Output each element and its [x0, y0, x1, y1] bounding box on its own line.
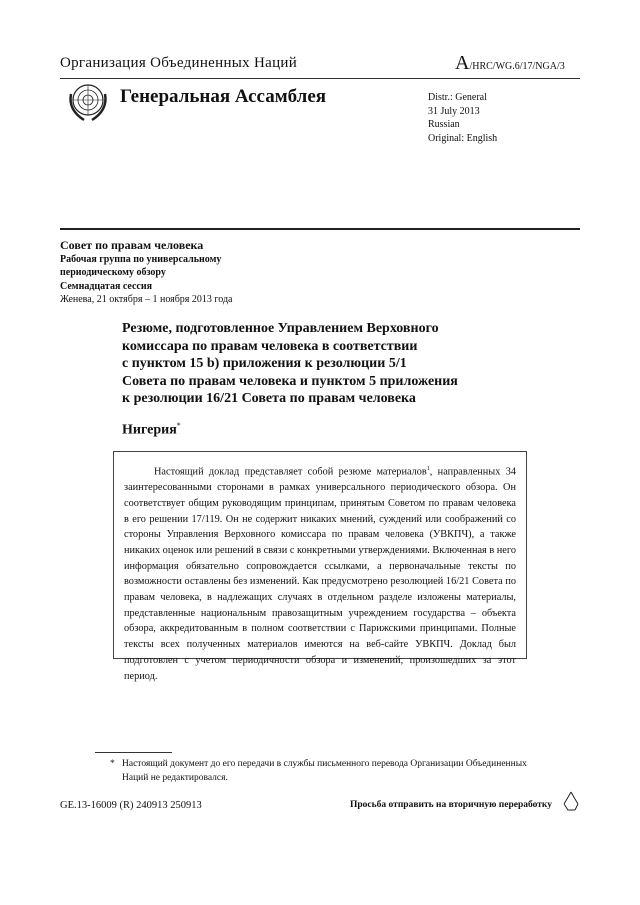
- title-line: комиссара по правам человека в соответствии: [122, 338, 418, 354]
- country-name: Нигерия: [122, 422, 177, 438]
- distribution-block: [428, 91, 497, 145]
- un-emblem-icon: [66, 80, 110, 124]
- header-divider: [60, 78, 580, 79]
- title-line: к резолюции 16/21 Совета по правам человека: [122, 391, 416, 406]
- footnote-text: Настоящий документ до его передачи в службы письменного перевода Организации Объединенных Наций не редактировался.: [122, 759, 527, 783]
- summary-box: [113, 451, 527, 682]
- section-divider: [60, 228, 580, 230]
- recycle-note: Просьба отправить на вторичную переработку: [350, 800, 552, 810]
- working-group-line2: периодическому обзору: [60, 267, 166, 278]
- country-heading: [122, 421, 181, 439]
- original-language: Original: English: [428, 132, 498, 144]
- working-group-line1: Рабочая группа по универсальному: [60, 253, 222, 265]
- report-title: [122, 320, 542, 408]
- language: Russian: [428, 119, 460, 130]
- footnote-mark: *: [176, 421, 181, 430]
- title-line: Совета по правам человека и пунктом 5 приложения: [122, 373, 458, 389]
- title-line: Резюме, подготовленное Управлением Верховного: [122, 321, 439, 336]
- summary-text: [124, 462, 516, 684]
- summary-text-start: Настоящий доклад представляет собой резюме материалов: [154, 466, 427, 478]
- title-line: с пунктом 15 b) приложения к резолюции 5/1: [122, 356, 407, 371]
- council-block: [60, 239, 233, 307]
- place-dates: Женева, 21 октября – 1 ноября 2013 года: [60, 294, 233, 305]
- job-number: GE.13-16009 (R) 240913 250913: [60, 800, 202, 811]
- session: Семнадцатая сессия: [60, 280, 153, 292]
- organization-name: Организация Объединенных Наций: [60, 55, 298, 71]
- assembly-title: Генеральная Ассамблея: [120, 86, 327, 107]
- document-symbol: [455, 52, 565, 75]
- footnote-star: *: [110, 759, 115, 769]
- footnote-ref[interactable]: 1: [426, 466, 430, 472]
- recycle-icon: [560, 790, 582, 812]
- symbol-rest: /HRC/WG.6/17/NGA/3: [469, 61, 565, 72]
- council-name: Совет по правам человека: [60, 238, 204, 252]
- footnote: [110, 757, 540, 785]
- date: 31 July 2013: [428, 105, 480, 117]
- symbol-letter: A: [455, 52, 470, 74]
- distr: Distr.: General: [428, 92, 487, 103]
- footnote-divider: [95, 752, 172, 753]
- summary-text-rest: , направленных 34 заинтересованными сторонами в рамках универсального периодического обзора. Он соответствует общим руководящим принципам, принятым Советом по правам человека в его решении 17/119. Он не содержит никаких мнений, суждений или соображений со стороны Управления Верховного комиссара по правам человека (УВКПЧ), а также никаких оценок или решений в связи с конкретными утверждениями. Включенная в него информация обязательно сопровождается ссылками, а первоначальные тексты по возможности оставлены без изменений. Как предусмотрено резолюцией 16/21 Совета по правам человека, в надлежащих случаях в отдельном разделе изложены материалы, представленные национальным правозащитным учреждением государства – объекта обзора, аккредитованным в полном соответствии с Парижскими принципами. Полные тексты всех полученных материалов имеются на веб-сайте УВКПЧ. Доклад был подготовлен с учетом периодичности обзора и изменений, произошедших за этот период.: [124, 466, 516, 682]
